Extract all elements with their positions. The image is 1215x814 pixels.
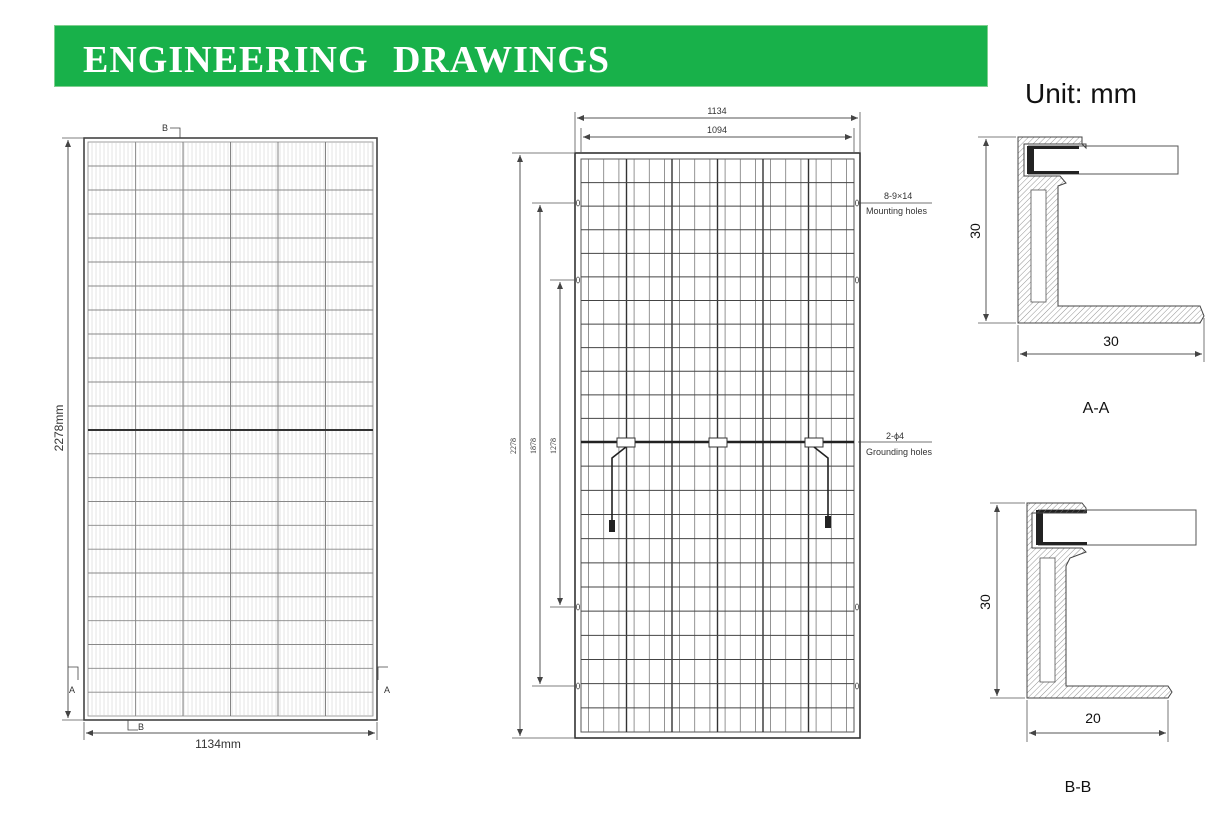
back-inner-width-label: 1094 (706, 125, 728, 135)
glass-seal-bb (1036, 510, 1043, 545)
marker-a-right-label: A (384, 685, 391, 695)
aa-height-label: 30 (967, 223, 983, 239)
front-view (52, 123, 390, 751)
frame-cavity-bb (1040, 558, 1055, 682)
mounting-spec: 8-9×14 (884, 191, 913, 201)
mounting-label: Mounting holes (866, 206, 928, 216)
hole-span-1878-label: 1878 (529, 438, 538, 454)
marker-b-bottom-label: B (138, 722, 145, 732)
section-marker-a-right (378, 667, 388, 680)
junction-box (709, 438, 727, 447)
front-width-label: 1134mm (195, 737, 241, 751)
back-view (509, 106, 933, 738)
frame-cavity-aa (1031, 190, 1046, 302)
marker-b-top-label: B (162, 123, 169, 133)
section-marker-b-bottom (128, 720, 138, 730)
aa-width-label: 30 (1103, 333, 1119, 349)
section-a-a (967, 137, 1204, 417)
hole-span-1278-label: 1278 (549, 438, 558, 454)
grounding-spec: 2-ϕ4 (886, 431, 905, 441)
junction-box (617, 438, 635, 447)
section-b-b (977, 503, 1196, 796)
grounding-label: Grounding holes (866, 447, 933, 457)
back-height-label: 2278 (509, 438, 518, 454)
glass-seal (1027, 146, 1034, 174)
front-height-label: 2278mm (52, 404, 66, 452)
section-marker-a-left (68, 667, 78, 680)
section-bb-label: B-B (1064, 779, 1092, 796)
connector (825, 516, 831, 528)
bb-height-label: 30 (977, 594, 993, 610)
connector (609, 520, 615, 532)
section-aa-label: A-A (1082, 400, 1110, 417)
marker-a-left-label: A (69, 685, 76, 695)
junction-box (805, 438, 823, 447)
page-title: ENGINEERING DRAWINGS (83, 39, 611, 81)
unit-label: Unit: mm (1025, 78, 1137, 109)
section-marker-b-top (170, 128, 180, 138)
back-overall-width-label: 1134 (707, 106, 727, 116)
bb-width-label: 20 (1085, 710, 1101, 726)
